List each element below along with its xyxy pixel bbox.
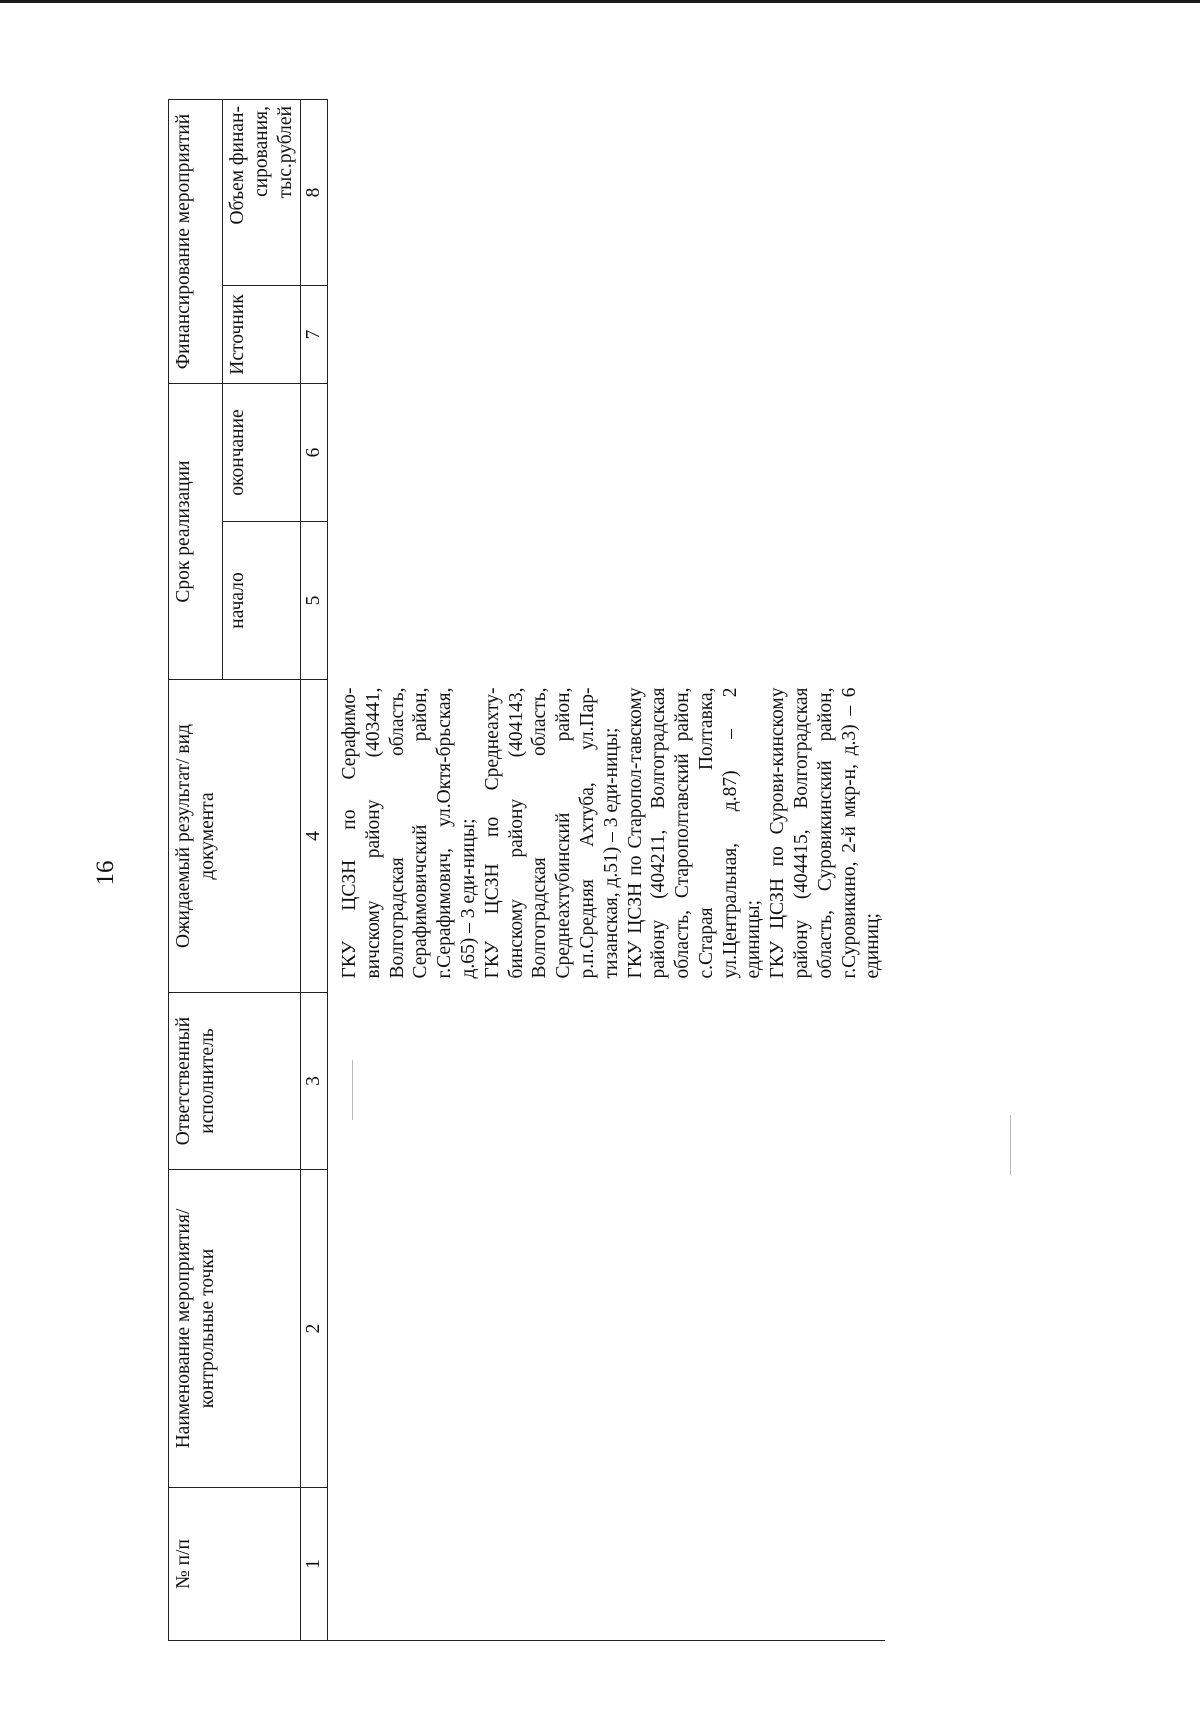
header-period-end: окончание xyxy=(223,384,301,522)
column-number: 8 xyxy=(301,99,328,285)
column-number-row xyxy=(301,99,328,1640)
header-num: № п/п xyxy=(169,1488,301,1641)
cell-financing-source xyxy=(328,286,885,384)
column-number: 1 xyxy=(301,1488,328,1641)
result-entry: ГКУ ЦСЗН по Старопол-тавскому району (404211, Волгоградская область, Старополтавский район, с.Старая Полтавка, ул.Центральная, д.87) – 2 единицы; xyxy=(624,687,765,979)
page-number: 16 xyxy=(92,860,119,886)
table-row xyxy=(328,99,885,1640)
scan-artifact xyxy=(352,1060,353,1120)
result-entry: ГКУ ЦСЗН по Среднеахту-бинскому району (404143, Волгоградская область, Среднеахтубинский район, р.п.Средняя Ахтуба, ул.Пар-тизанская, д.51) – 3 еди-ницы; xyxy=(481,687,622,979)
header-financing: Финансирование мероприятий xyxy=(169,99,223,383)
header-period-start: начало xyxy=(223,522,301,680)
column-number: 4 xyxy=(301,680,328,993)
cell-name xyxy=(328,1170,885,1488)
cell-responsible xyxy=(328,993,885,1170)
cell-period-end xyxy=(328,384,885,522)
column-number: 6 xyxy=(301,384,328,522)
header-responsible: Ответственный исполнитель xyxy=(169,993,301,1170)
events-table xyxy=(168,99,885,1641)
page-top-edge xyxy=(0,0,1200,3)
header-period: Срок реализации xyxy=(169,384,223,680)
rotated-table-wrapper xyxy=(168,100,1055,1641)
result-entry: ГКУ ЦСЗН по Серафимо-вичскому району (403441, Волгоградская область, Серафимовичский район, г.Серафимович, ул.Октя-брьская, д.65) – 3 еди-ницы; xyxy=(339,687,480,979)
header-financing-source: Источник xyxy=(223,286,301,384)
header-row-1 xyxy=(169,99,223,1640)
cell-period-start xyxy=(328,522,885,680)
result-entry: ГКУ ЦСЗН по Сурови-кинскому району (404415, Волгоградская область, Суровикинский район, г.Суровикино, 2-й мкр-н, д.3) – 6 единиц; xyxy=(767,687,884,979)
column-number: 7 xyxy=(301,286,328,384)
cell-financing-volume xyxy=(328,99,885,285)
scan-artifact xyxy=(1010,1115,1011,1175)
column-number: 5 xyxy=(301,522,328,680)
cell-num xyxy=(328,1488,885,1641)
header-financing-volume: Объем финан-сирования, тыс.рублей xyxy=(223,99,301,285)
cell-result xyxy=(328,680,885,993)
column-number: 2 xyxy=(301,1170,328,1488)
header-result: Ожидаемый результат/ вид документа xyxy=(169,680,301,993)
header-name: Наименование мероприятия/ контрольные точки xyxy=(169,1170,301,1488)
column-number: 3 xyxy=(301,993,328,1170)
